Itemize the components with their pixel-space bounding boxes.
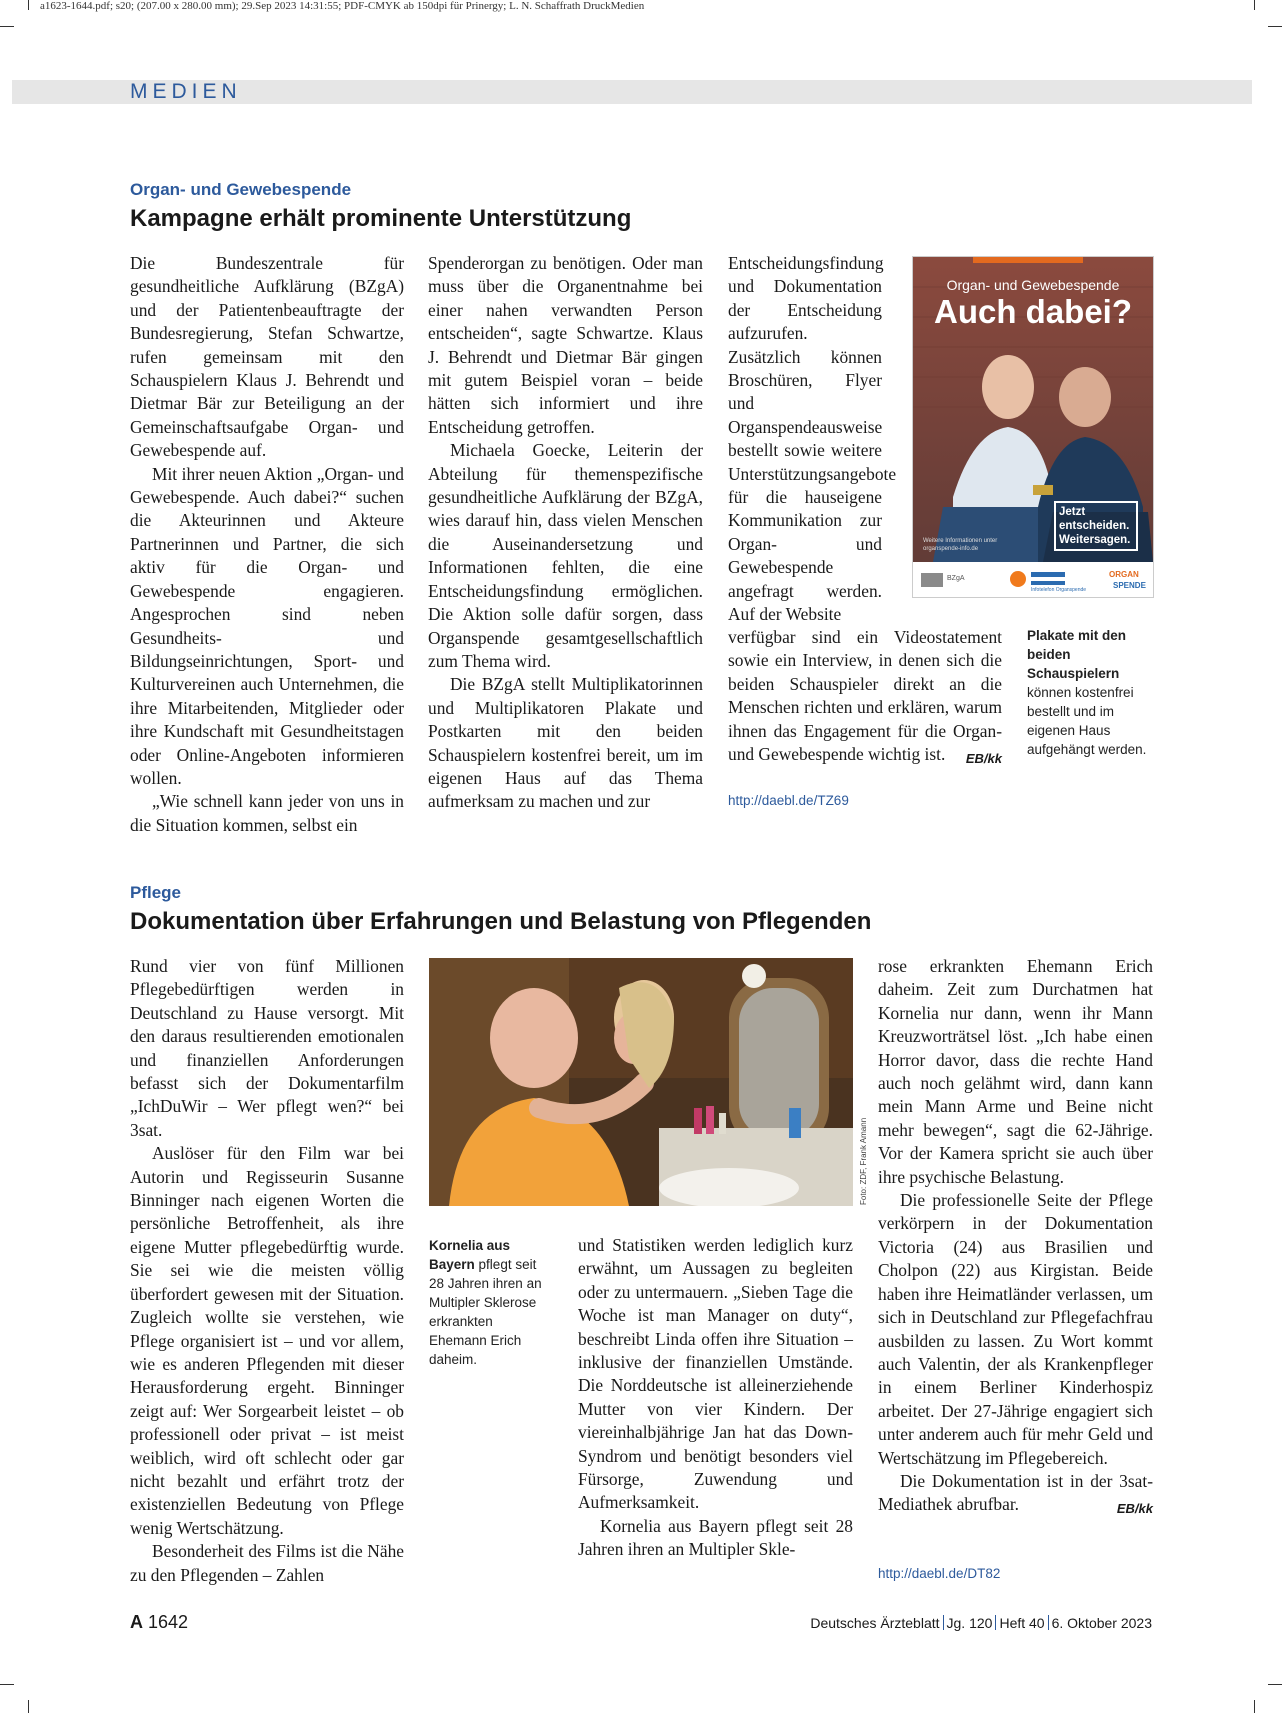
paragraph (728, 626, 1002, 766)
article2-photo (429, 958, 853, 1206)
poster-badge: Jetzt entscheiden. Weitersagen. (1059, 506, 1131, 546)
divider (995, 1615, 996, 1630)
article2-kicker: Pflege (130, 883, 182, 902)
caption-text: pflegt seit 28 Jahren ihren an Multipler Sklerose erkrankten Ehemann Erich daheim. (429, 1257, 542, 1367)
crop-mark-bottom-right (1268, 1684, 1282, 1685)
page-number-value: 1642 (148, 1612, 189, 1632)
journal-name: Deutsches Ärzteblatt (810, 1615, 940, 1631)
journal-issue: Heft 40 (999, 1615, 1045, 1631)
divider (1048, 1615, 1049, 1630)
poster-small-text: Weitere Informationen unter organspende-info.de (923, 538, 998, 552)
author-signature: EB/kk (965, 751, 1002, 767)
paragraph: Auslöser für den Film war bei Autorin und Regisseurin Susanne Binninger nach eigenen Worten die persönliche Betroffenheit, als ihre eigene Mutter pflegebedürftig wurde. Sie sei wie die meisten völlig überfordert gewesen mit der Situation. Zugleich wollte sie verstehen, wie Pflege organisiert ist – und vor allem, wie es anderen Pflegenden mit dieser Herausforderung ergeht. Binninger zeigt auf: Wer Sorgearbeit leistet – ob professionell oder privat – ist meist weiblich, wird oft schlecht oder gar nicht bezahlt und erfährt trotz der existenziellen Bedeutung von Pflege wenig Wertschätzung. (130, 1143, 404, 1538)
poster-title: Auch dabei? (933, 293, 1133, 330)
paragraph: Die BZgA stellt Multiplikatorinnen und Multiplikatoren Plakate und Postkarten mit den beiden Schauspielern kostenfrei bereit, um im eigenen Haus auf das Thema aufmerksam zu machen und zur (428, 674, 703, 812)
photo-credit: Foto: ZDF, Frank Amann (859, 1117, 868, 1205)
paragraph: Rund vier von fünf Millionen Pflegebedürftigen werden in Deutschland zu Hause versorgt. Mit den daraus resultierenden emotionalen und finanziellen Anforderungen befasst sich der Dokumentarfilm „IchDuWir – Wer pflegt wen?“ bei 3sat. (130, 956, 404, 1140)
paragraph: Besonderheit des Films ist die Nähe zu den Pflegenden – Zahlen (130, 1541, 404, 1585)
article1-kicker: Organ- und Gewebespende (130, 180, 352, 199)
article1-column-1 (130, 252, 404, 837)
author-signature: EB/kk (1116, 1501, 1153, 1517)
paragraph: Spenderorgan zu benötigen. Oder man muss über die Organentnahme bei einer nahen verwandten Person entscheiden“, sagte Schwartze. Klaus J. Behrendt und Dietmar Bär gingen mit gutem Beispiel voran – beide hätten sich informiert und ihre Entscheidung getroffen. (428, 253, 703, 437)
article2-link[interactable]: http://daebl.de/DT82 (878, 1566, 1001, 1581)
poster-top-line: Organ- und Gewebespende (946, 277, 1120, 293)
paragraph: „Wie schnell kann jeder von uns in die Situation kommen, selbst ein (130, 791, 404, 835)
caption-bold: Kornelia aus Bayern (429, 1238, 511, 1272)
paragraph: Mit ihrer neuen Aktion „Organ- und Gewebespende. Auch dabei?“ suchen die Akteurinnen und Akteure Partnerinnen und Partner, die sich aktiv für die Organ- und Gewebespende engagieren. Angesprochen sind neben Gesundheits- und Bildungseinrichtungen, Sport- und Kulturvereinen auch Unternehmen, die ihre Mitarbeitenden, Mitglieder oder ihre Kundschaft mit Gesundheitstagen oder Online-Angeboten informieren wollen. (130, 463, 404, 788)
campaign-poster-image (912, 256, 1154, 598)
article2-column-2 (578, 1234, 853, 1562)
crop-mark-top-right (1268, 26, 1282, 27)
journal-volume: Jg. 120 (946, 1615, 993, 1631)
paragraph: Kornelia aus Bayern pflegt seit 28 Jahren ihren an Multipler Skle- (578, 1515, 853, 1560)
journal-date: 6. Oktober 2023 (1051, 1615, 1152, 1631)
paragraph: Michaela Goecke, Leiterin der Abteilung für themenspezifische gesundheitliche Aufklärung der BZgA, wies darauf hin, dass vielen Menschen die Auseinandersetzung und Informationen fehlten, die eine Entscheidungsfindung ermöglichen. Die Aktion solle dafür sorgen, dass Organspende gesamtgesellschaftlich zum Thema wird. (428, 440, 703, 671)
page-prefix: A (130, 1612, 143, 1632)
article1-headline: Kampagne erhält prominente Unterstützung (130, 205, 632, 232)
crop-mark-top-right-v (1254, 0, 1255, 10)
article2-headline: Dokumentation über Erfahrungen und Belastung von Pflegenden (130, 908, 872, 935)
crop-mark-bottom-left-v (28, 1700, 29, 1713)
paragraph: Die professionelle Seite der Pflege verkörpern in der Dokumentation Victoria (24) aus Brasilien und Cholpon (22) aus Kirgistan. Beide haben ihre Heimatländer verlassen, um sich in Deutschland zur Pflegefachfrau ausbilden zu lassen. Zu Wort kommt auch Valentin, der als Krankenpfleger in einem Berliner Kinderhospiz arbeitet. Der 27-Jährige engagiert sich unter anderem auch für mehr Geld und Wertschätzung im Pflegebereich. (878, 1190, 1153, 1468)
caption-text: können kostenfrei bestellt und im eigenen Haus aufgehängt werden. (1027, 685, 1147, 757)
article1-column-3-lower (728, 626, 1002, 770)
paragraph: rose erkrankten Ehemann Erich daheim. Zeit zum Durchatmen hat Kornelia nur dann, wenn ihr Mann Kreuzworträtsel löst. „Ich habe einen Horror davor, dass die rechte Hand auch noch gelähmt wird, dann kann mein Mann Arme und Beine nicht mehr bewegen“, sagt die 62-Jährige. Vor der Kamera spricht sie auch über ihre psychische Belastung. (878, 956, 1153, 1187)
poster-logo-left: BZgA (947, 575, 965, 582)
caption-bold: Plakate mit den beiden Schauspielern (1027, 628, 1127, 681)
paragraph (878, 1470, 1153, 1517)
article1-image-caption (1027, 626, 1155, 759)
paragraph: Die Bundeszentrale für gesundheitliche Aufklärung (BZgA) und der Patientenbeauftragte der Bundesregierung, Stefan Schwartze, rufen gemeinsam mit den Schauspielern Klaus J. Behrendt und Dietmar Bär zur Beteiligung an der Gemeinschaftsaufgabe Organ- und Gewebespende auf. (130, 253, 404, 461)
paragraph-text: verfügbar sind ein Videostatement sowie ein Interview, in denen sich die beiden Schauspieler direkt an die Menschen richten und erklären, warum ihnen das Engagement für die Organ- und Gewebespende wichtig ist. (728, 627, 1002, 765)
poster-logo-right-1: ORGAN (1109, 570, 1139, 579)
paragraph-text: Die Dokumentation ist in der 3sat-Mediathek abrufbar. (878, 1470, 1153, 1515)
divider (943, 1615, 944, 1630)
print-meta-line: a1623-1644.pdf; s20; (207.00 x 280.00 mm); 29.Sep 2023 14:31:55; PDF-CMYK ab 150dpi für Prinergy; L. N. Schaffrath DruckMedien (40, 0, 645, 12)
section-label: MEDIEN (130, 80, 242, 103)
crop-mark-bottom-left (0, 1684, 14, 1685)
paragraph: Entscheidungsfindung und Dokumentation der Entscheidung aufzurufen. Zusätzlich können Broschüren, Flyer und Organspendeausweise bestellt sowie weitere Unterstützungsangebote für die hauseigene Kommunikation zur Organ- und Gewebespende angefragt werden. Auf der Website (728, 253, 897, 625)
page-number (130, 1612, 188, 1633)
poster-logo-right-2: SPENDE (1113, 581, 1146, 590)
crop-mark-bottom-right-v (1254, 1700, 1255, 1713)
article2-column-1 (130, 955, 404, 1587)
article1-column-3-upper (728, 252, 897, 627)
article1-column-2 (428, 252, 703, 814)
paragraph: und Statistiken werden lediglich kurz erwähnt, um Aussagen zu begleiten oder zu untermauern. „Sieben Tage die Woche ist man Manager on duty“, beschreibt Linda offen ihre Situation – inklusive der finanziellen Umstände. Die Norddeutsche ist alleinerziehende Mutter von vier Kindern. Der viereinhalbjährige Jan hat das Down-Syndrom und benötigt besonders viel Fürsorge, Zuwendung und Aufmerksamkeit. (578, 1235, 853, 1513)
article2-column-3 (878, 955, 1153, 1521)
poster-logo-mid: Infotelefon Organspende (1031, 587, 1087, 593)
photo-illustration (429, 958, 853, 1206)
crop-mark-top-left (0, 26, 14, 27)
crop-mark-top-left-v (28, 0, 29, 10)
article1-link[interactable]: http://daebl.de/TZ69 (728, 793, 849, 808)
article2-image-caption (429, 1236, 553, 1369)
footer-journal-info (810, 1615, 1152, 1631)
